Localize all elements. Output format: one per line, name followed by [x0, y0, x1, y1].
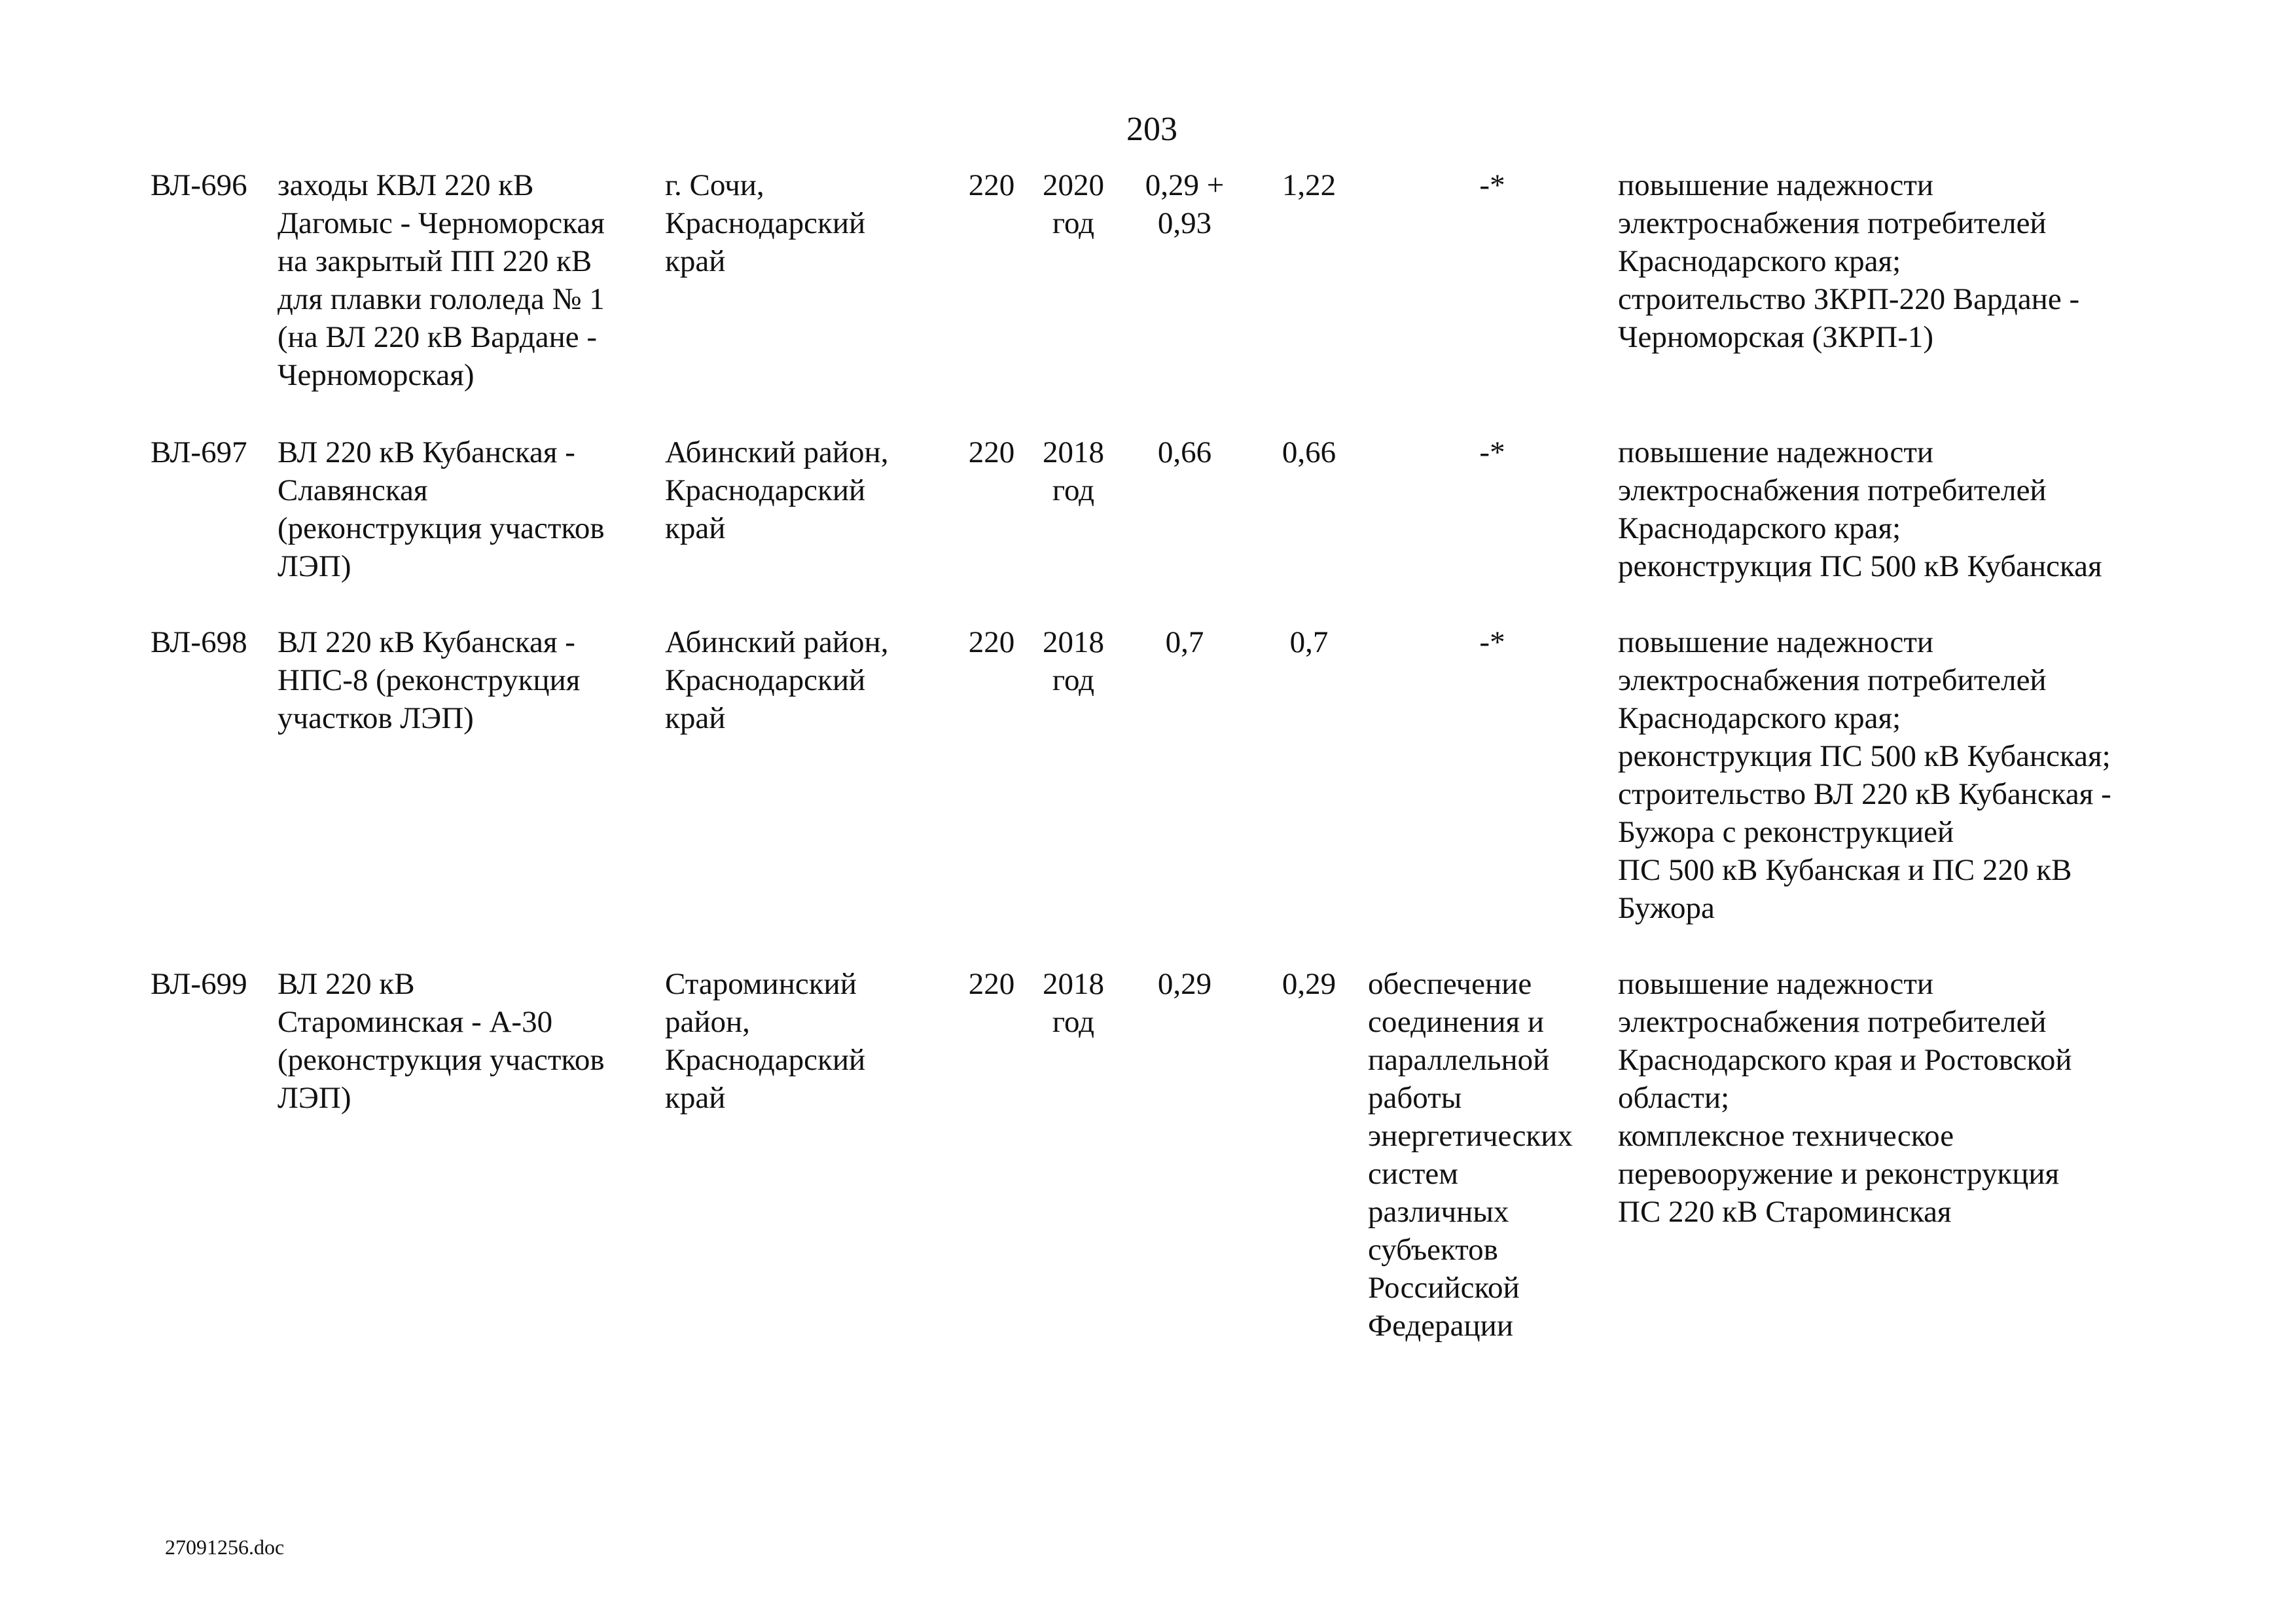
- document-reference: 27091256.doc: [165, 1535, 285, 1559]
- line-code: ВЛ-696: [151, 168, 247, 202]
- line-location: Абинский район, Краснодарский край: [665, 625, 889, 735]
- line-length-2: 1,22: [1282, 168, 1336, 202]
- line-location: Староминский район, Краснодарский край: [665, 967, 866, 1115]
- line-length-1: 0,29: [1157, 967, 1212, 1001]
- line-length-2: 0,7: [1289, 625, 1329, 659]
- line-year: 2018 год: [1043, 625, 1104, 697]
- line-purpose: обеспечение соединения и параллельной работы энергетических систем различных субъектов Российской Федерации: [1368, 967, 1573, 1343]
- line-reason: повышение надежности электроснабжения потребителей Краснодарского края; строительство ЗКРП-220 Вардане - Черноморская (ЗКРП-1): [1618, 168, 2080, 354]
- line-name: ВЛ 220 кВ Староминская - А-30 (реконструкция участков ЛЭП): [278, 967, 605, 1115]
- line-reason: повышение надежности электроснабжения потребителей Краснодарского края; реконструкция ПС 500 кВ Кубанская: [1618, 435, 2102, 583]
- line-voltage: 220: [968, 625, 1015, 659]
- line-location: Абинский район, Краснодарский край: [665, 435, 889, 545]
- line-voltage: 220: [968, 168, 1015, 202]
- line-purpose: -*: [1479, 168, 1505, 202]
- line-name: заходы КВЛ 220 кВ Дагомыс - Черноморская на закрытый ПП 220 кВ для плавки гололеда № 1 (на ВЛ 220 кВ Вардане - Черноморская): [278, 168, 605, 392]
- line-year: 2018 год: [1043, 967, 1104, 1039]
- page-number: 203: [1126, 111, 1177, 148]
- line-reason: повышение надежности электроснабжения потребителей Краснодарского края и Ростовской области; комплексное техническое перевооружение и реконструкция ПС 220 кВ Староминская: [1618, 967, 2072, 1229]
- line-name: ВЛ 220 кВ Кубанская - НПС-8 (реконструкция участков ЛЭП): [278, 625, 581, 735]
- line-year: 2018 год: [1043, 435, 1104, 507]
- line-purpose: -*: [1479, 435, 1505, 469]
- line-location: г. Сочи, Краснодарский край: [665, 168, 866, 278]
- line-reason: повышение надежности электроснабжения потребителей Краснодарского края; реконструкция ПС 500 кВ Кубанская; строительство ВЛ 220 кВ Кубанская - Бужора с реконструкцией ПС 500 кВ Кубанская и ПС 220 кВ Бужора: [1618, 625, 2111, 925]
- line-voltage: 220: [968, 435, 1015, 469]
- line-length-2: 0,29: [1282, 967, 1336, 1001]
- line-code: ВЛ-699: [151, 967, 247, 1001]
- line-length-2: 0,66: [1282, 435, 1336, 469]
- line-code: ВЛ-697: [151, 435, 247, 469]
- line-length-1: 0,7: [1165, 625, 1204, 659]
- line-length-1: 0,29 + 0,93: [1145, 168, 1225, 240]
- line-year: 2020 год: [1043, 168, 1104, 240]
- line-length-1: 0,66: [1157, 435, 1212, 469]
- line-voltage: 220: [968, 967, 1015, 1001]
- line-purpose: -*: [1479, 625, 1505, 659]
- line-name: ВЛ 220 кВ Кубанская - Славянская (реконструкция участков ЛЭП): [278, 435, 605, 583]
- line-code: ВЛ-698: [151, 625, 247, 659]
